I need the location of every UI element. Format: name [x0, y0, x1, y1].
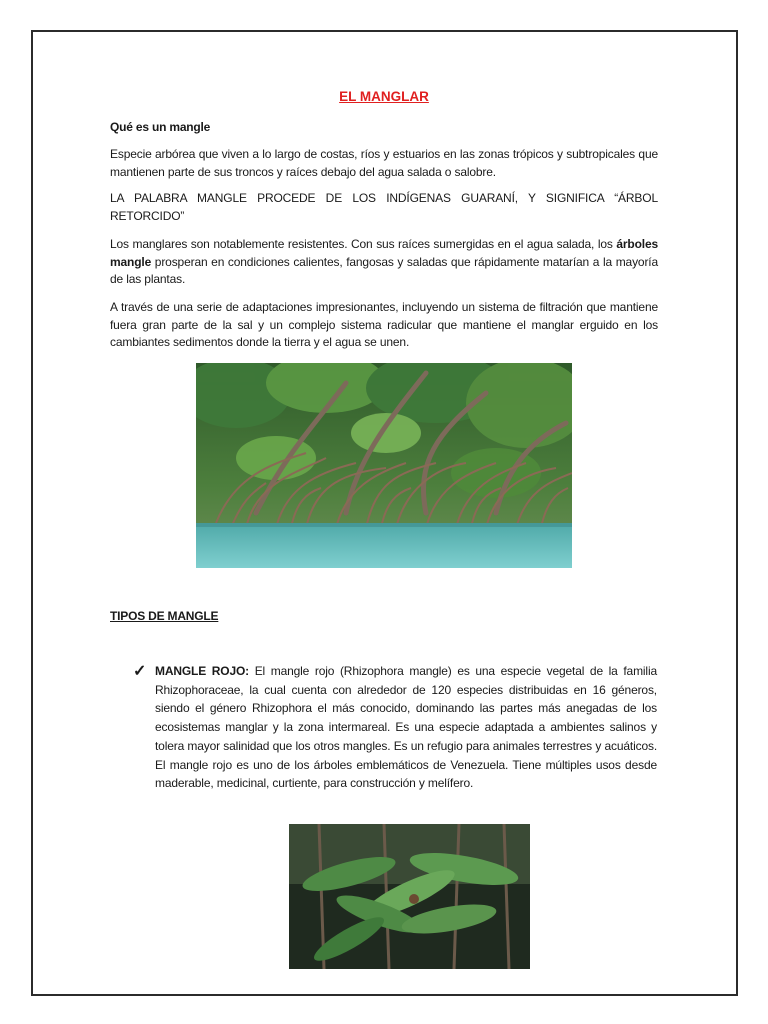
- bold-term: árboles mangle: [110, 237, 658, 269]
- checkmark-icon: ✓: [133, 663, 147, 680]
- item-term: MANGLE ROJO:: [155, 664, 250, 678]
- section-title-tipos: TIPOS DE MANGLE: [110, 609, 219, 623]
- item-description: El mangle rojo (Rhizophora mangle) es una especie vegetal de la familia Rhizophoraceae, la cual cuenta con alrededor de 120 especies distribuidas en 16 géneros, siendo el género Rhizophora el más conocido, dominando las partes más anegadas de los ecosistemas manglar y la zona intermareal. Es una especie adaptada a ambientes salinos y tolera mayor salinidad que los otros mangles. Es un refugio para animales terrestres y acuáticos. El mangle rojo es uno de los árboles emblemáticos de Venezuela. Tiene múltiples usos desde maderable, medicinal, curtiente, para construcción y melífero.: [155, 664, 657, 791]
- paragraph-resistance: [110, 236, 658, 289]
- paragraph-etymology: LA PALABRA MANGLE PROCEDE DE LOS INDÍGENAS GUARANÍ, Y SIGNIFICA “ÁRBOL RETORCIDO”: [110, 191, 658, 223]
- paragraph-adaptations: A través de una serie de adaptaciones impresionantes, incluyendo un sistema de filtración que mantiene fuera gran parte de la sal y un complejo sistema radicular que mantiene el manglar erguido en los cambiantes sedimentos donde la tierra y el agua se unen.: [110, 300, 658, 349]
- page-title: EL MANGLAR: [339, 89, 429, 104]
- paragraph-text: Los manglares son notablemente resistentes. Con sus raíces sumergidas en el agua salada, los: [110, 237, 617, 251]
- mangle-rojo-leaves-photo: [289, 824, 530, 969]
- mangrove-roots-photo: [196, 363, 572, 568]
- list-item-mangle-rojo: [155, 662, 657, 793]
- paragraph-definition: Especie arbórea que viven a lo largo de costas, ríos y estuarios en las zonas trópicos y subtropicales que mantienen parte de sus troncos y raíces debajo del agua salada o salobre.: [110, 147, 658, 179]
- subtitle: Qué es un mangle: [110, 120, 211, 134]
- paragraph-text: prosperan en condiciones calientes, fangosas y saladas que rápidamente matarían a la mayoría de las plantas.: [110, 254, 658, 286]
